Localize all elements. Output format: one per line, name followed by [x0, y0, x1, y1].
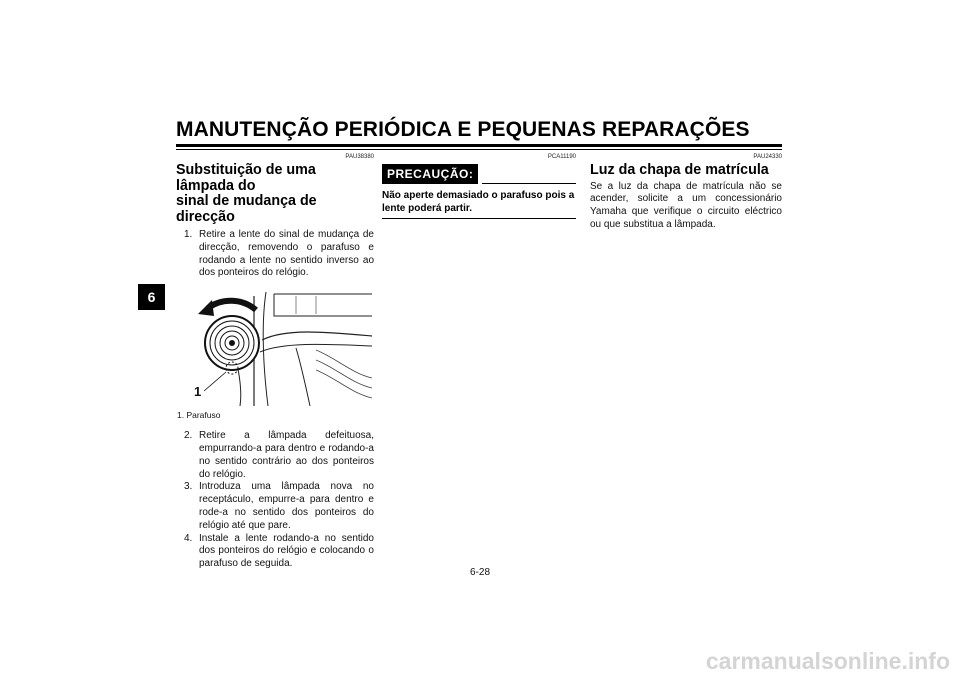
section-heading: Luz da chapa de matrícula	[590, 162, 769, 178]
column-turn-signal	[176, 153, 374, 571]
step-item	[176, 229, 374, 280]
step-text: Retire a lente do sinal de mudança de direcção, removendo o parafuso e rodando a lente no sentido inverso ao dos ponteiros do relógio.	[199, 229, 374, 279]
step-item	[176, 481, 374, 532]
step-list-continued	[176, 430, 374, 571]
column-precaution	[382, 153, 576, 219]
heading-line-2: sinal de mudança de direcção	[176, 193, 317, 225]
chapter-tab: 6	[138, 284, 165, 310]
precaution-text: Não aperte demasiado o parafuso pois a lente poderá partir.	[382, 190, 575, 214]
section-code: PAU38380	[345, 154, 374, 160]
step-text: Introduza uma lâmpada nova no receptáculo, empurre-a para dentro e rode-a no sentido dos ponteiros do relógio até que pare.	[199, 481, 374, 531]
precaution-header	[382, 164, 576, 184]
section-code: PAU24330	[753, 154, 782, 160]
step-item	[176, 430, 374, 481]
step-number: 1.	[184, 229, 193, 240]
step-text: Instale a lente rodando-a no sentido dos ponteiros do relógio e colocando o parafuso de seguida.	[199, 532, 374, 570]
heading-line-1: Substituição de uma lâmpada do	[176, 162, 316, 194]
section-code: PCA11190	[547, 154, 576, 160]
figure-caption: 1. Parafuso	[177, 410, 221, 421]
section-heading	[176, 163, 374, 225]
watermark: carmanualsonline.info	[705, 648, 950, 674]
section-body: Se a luz da chapa de matrícula não se acender, solicite a um concessionário Yamaha que verifique o circuito eléctrico ou que substitua a lâmpada.	[590, 180, 782, 230]
figure-callout-label: 1	[194, 384, 202, 400]
page-number: 6-28	[469, 567, 490, 578]
step-number: 3.	[184, 481, 193, 493]
turn-signal-drawing	[176, 288, 374, 408]
step-item	[176, 533, 374, 571]
step-text: Retire a lâmpada defeituosa, empurrando-a para dentro e rodando-a no sentido contrário ao dos ponteiros do relógio.	[199, 430, 374, 480]
precaution-badge: PRECAUÇÃO:	[382, 164, 478, 184]
page-title: MANUTENÇÃO PERIÓDICA E PEQUENAS REPARAÇÕES	[176, 118, 750, 141]
column-license-plate-light	[590, 153, 782, 232]
precaution-rule	[482, 183, 576, 184]
step-number: 2.	[184, 430, 193, 442]
page-header	[176, 118, 782, 150]
header-rule-thin	[176, 149, 782, 150]
header-rule-thick	[176, 144, 782, 147]
turn-signal-illustration	[176, 288, 374, 408]
precaution-end-rule	[382, 218, 576, 219]
step-number: 4.	[184, 532, 193, 544]
step-list	[176, 229, 374, 280]
